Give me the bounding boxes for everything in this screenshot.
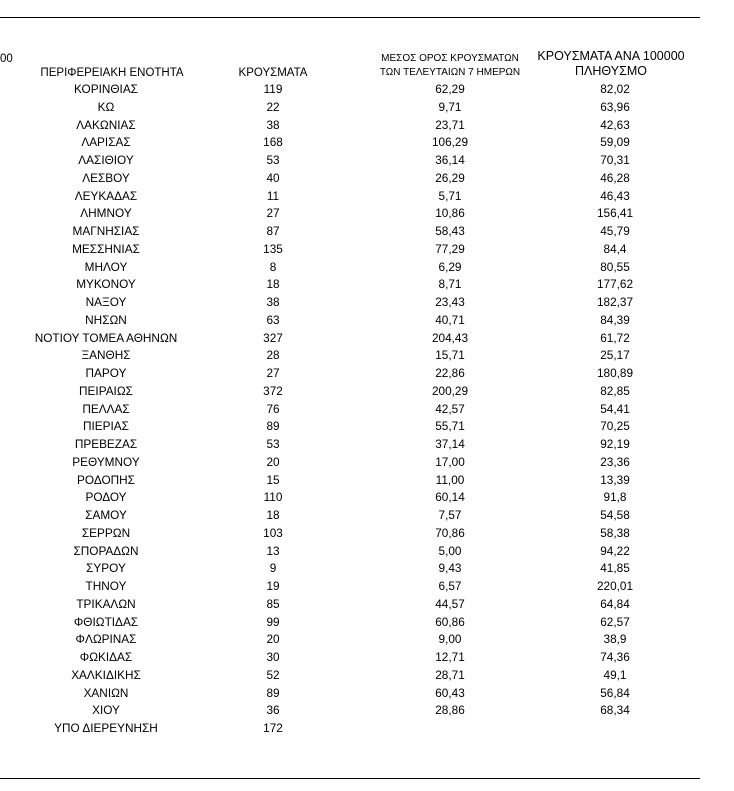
table-row [0, 418, 734, 436]
per100k-cell: 42,63 [600, 117, 630, 132]
region-cell: ΚΩ [97, 99, 115, 114]
region-cell: ΝΑΞΟΥ [85, 295, 127, 309]
avg7-cell: 36,14 [435, 153, 465, 167]
per100k-cell: 54,58 [600, 508, 630, 522]
per100k-cell: 82,85 [600, 383, 630, 398]
per100k-cell: 46,28 [600, 170, 630, 185]
per100k-cell: 156,41 [596, 206, 634, 221]
avg7-cell: 58,43 [435, 224, 465, 238]
table-row [0, 347, 734, 365]
per100k-cell: 25,17 [600, 348, 630, 363]
table-row [0, 365, 734, 383]
per100k-cell: 220,01 [596, 579, 634, 593]
region-cell: ΜΑΓΝΗΣΙΑΣ [72, 224, 140, 238]
avg7-cell: 9,00 [438, 632, 462, 647]
cases-cell: 20 [266, 632, 280, 647]
per100k-cell: 177,62 [596, 277, 634, 292]
avg7-cell: 12,71 [435, 650, 465, 664]
cases-cell: 89 [266, 419, 280, 434]
per100k-cell: 46,43 [600, 188, 630, 203]
cases-cell: 119 [263, 82, 283, 96]
table-row [0, 454, 734, 472]
table-row [0, 614, 734, 632]
per100k-cell: 74,36 [600, 650, 630, 664]
region-cell: ΛΑΚΩΝΙΑΣ [76, 117, 136, 132]
region-cell: ΣΠΟΡΑΔΩΝ [73, 543, 139, 558]
region-cell: ΛΑΣΙΘΙΟΥ [78, 153, 134, 167]
region-cell: ΧΑΝΙΩΝ [83, 685, 129, 700]
avg7-cell: 10,86 [435, 206, 465, 221]
cases-cell: 18 [266, 277, 280, 292]
avg7-cell: 77,29 [435, 241, 465, 256]
region-cell: ΦΘΙΩΤΙΔΑΣ [73, 614, 139, 629]
cases-cell: 38 [266, 295, 280, 309]
avg7-cell: 60,43 [435, 685, 465, 700]
region-cell: ΠΙΕΡΙΑΣ [83, 419, 129, 434]
header-per100k-line1: ΚΡΟΥΣΜΑΤΑ ΑΝΑ 100000 [537, 49, 685, 63]
cases-cell: 87 [266, 224, 280, 238]
per100k-cell: 38,9 [603, 632, 627, 647]
per100k-cell: 80,55 [600, 259, 630, 274]
avg7-cell: 60,86 [435, 614, 465, 629]
avg7-cell: 44,57 [435, 596, 465, 611]
avg7-cell: 37,14 [435, 437, 465, 451]
per100k-cell: 63,96 [600, 99, 630, 114]
per100k-cell: 84,4 [603, 241, 627, 256]
region-cell: ΦΛΩΡΙΝΑΣ [75, 632, 137, 647]
table-row [0, 276, 734, 294]
avg7-cell: 106,29 [431, 135, 469, 150]
region-cell: ΧΙΟΥ [92, 703, 120, 718]
avg7-cell: 11,00 [435, 472, 465, 487]
region-cell: ΡΟΔΟΠΗΣ [77, 472, 135, 487]
avg7-cell: 5,00 [438, 543, 462, 558]
table-row [0, 152, 734, 170]
region-cell: ΚΟΡΙΝΘΙΑΣ [74, 82, 138, 96]
cases-cell: 327 [263, 330, 283, 345]
table-row [0, 578, 734, 596]
header-per100k [520, 49, 702, 79]
region-cell: ΛΕΣΒΟΥ [82, 170, 130, 185]
cases-cell: 76 [266, 401, 280, 416]
region-cell: ΦΩΚΙΔΑΣ [79, 650, 133, 664]
per100k-cell: 13,39 [600, 472, 630, 487]
region-cell: ΤΡΙΚΑΛΩΝ [76, 596, 136, 611]
avg7-cell: 62,29 [435, 82, 465, 96]
avg7-cell: 23,71 [435, 117, 465, 132]
table-row [0, 99, 734, 117]
region-cell: ΠΕΛΛΑΣ [82, 401, 130, 416]
avg7-cell: 55,71 [435, 419, 465, 434]
header-region: ΠΕΡΙΦΕΡΕΙΑΚΗ ΕΝΟΤΗΤΑ [40, 67, 184, 79]
region-cell: ΜΗΛΟΥ [84, 259, 128, 274]
table-row [0, 241, 734, 259]
table-row [0, 543, 734, 561]
table-row [0, 436, 734, 454]
region-cell: ΠΕΙΡΑΙΩΣ [79, 383, 133, 398]
table-row [0, 489, 734, 507]
avg7-cell: 22,86 [435, 366, 465, 380]
per100k-cell: 180,89 [596, 366, 634, 380]
cases-cell: 99 [266, 614, 280, 629]
table-row [0, 631, 734, 649]
per100k-cell: 91,8 [603, 490, 627, 505]
avg7-cell: 60,14 [435, 490, 465, 505]
table-row [0, 685, 734, 703]
cases-cell: 52 [266, 667, 280, 682]
avg7-cell: 15,71 [435, 348, 465, 363]
cases-cell: 19 [266, 579, 280, 593]
cases-cell: 27 [266, 206, 280, 221]
table-row [0, 525, 734, 543]
region-cell: ΠΑΡΟΥ [85, 366, 127, 380]
per100k-cell: 56,84 [600, 685, 630, 700]
table-row [0, 702, 734, 720]
per100k-cell: 54,41 [600, 401, 630, 416]
header-avg7 [360, 52, 540, 80]
cases-cell: 40 [266, 170, 280, 185]
per100k-cell: 68,34 [600, 703, 630, 718]
avg7-cell: 6,57 [438, 579, 462, 593]
cases-cell: 18 [266, 508, 280, 522]
region-cell: ΛΗΜΝΟΥ [80, 206, 132, 221]
header-avg7-line2: ΤΩΝ ΤΕΛΕΥΤΑΙΩΝ 7 ΗΜΕΡΩΝ [379, 67, 521, 78]
table-row [0, 330, 734, 348]
avg7-cell: 8,71 [438, 277, 462, 292]
region-cell: ΧΑΛΚΙΔΙΚΗΣ [71, 667, 141, 682]
avg7-cell: 42,57 [435, 401, 465, 416]
per100k-cell: 84,39 [600, 312, 630, 327]
cases-cell: 53 [266, 153, 280, 167]
table-row [0, 596, 734, 614]
cases-cell: 30 [266, 650, 280, 664]
avg7-cell: 70,86 [435, 525, 465, 540]
per100k-cell: 62,57 [600, 614, 630, 629]
avg7-cell: 26,29 [435, 170, 465, 185]
region-cell: ΜΥΚΟΝΟΥ [76, 277, 136, 292]
region-cell: ΛΑΡΙΣΑΣ [81, 135, 131, 150]
table-row [0, 223, 734, 241]
cases-cell: 372 [263, 383, 283, 398]
top-rule [0, 17, 700, 18]
table-row [0, 134, 734, 152]
table-row [0, 507, 734, 525]
avg7-cell: 200,29 [431, 383, 469, 398]
cases-cell: 89 [266, 685, 280, 700]
cases-cell: 110 [263, 490, 283, 505]
region-cell: ΝΗΣΩΝ [85, 312, 127, 327]
cases-cell: 53 [266, 437, 280, 451]
cases-cell: 36 [266, 703, 280, 718]
table-row [0, 312, 734, 330]
per100k-cell: 49,1 [603, 667, 627, 682]
per100k-cell: 64,84 [600, 596, 630, 611]
cases-cell: 13 [266, 543, 280, 558]
cases-cell: 8 [269, 259, 277, 274]
region-cell: ΛΕΥΚΑΔΑΣ [74, 188, 138, 203]
avg7-cell: 17,00 [435, 454, 465, 469]
region-cell: ΣΥΡΟΥ [86, 561, 126, 576]
avg7-cell: 6,29 [438, 259, 462, 274]
region-cell: ΝΟΤΙΟΥ ΤΟΜΕΑ ΑΘΗΝΩΝ [34, 330, 178, 345]
region-cell: ΣΑΜΟΥ [85, 508, 127, 522]
region-cell: ΠΡΕΒΕΖΑΣ [74, 437, 138, 451]
cases-cell: 172 [263, 721, 283, 735]
avg7-cell: 9,43 [438, 561, 462, 576]
region-cell: ΞΑΝΘΗΣ [81, 348, 131, 363]
table-row [0, 720, 734, 738]
table-row [0, 649, 734, 667]
per100k-cell: 59,09 [600, 135, 630, 150]
table-body [0, 81, 734, 738]
avg7-cell: 40,71 [435, 312, 465, 327]
region-cell: ΥΠΟ ΔΙΕΡΕΥΝΗΣΗ [54, 721, 158, 735]
per100k-cell: 41,85 [600, 561, 630, 576]
per100k-cell: 182,37 [596, 295, 634, 309]
per100k-cell: 61,72 [600, 330, 630, 345]
table-row [0, 205, 734, 223]
table-row [0, 294, 734, 312]
cases-cell: 38 [266, 117, 280, 132]
cases-cell: 20 [266, 454, 280, 469]
per100k-cell: 23,36 [600, 454, 630, 469]
per100k-cell: 70,25 [600, 419, 630, 434]
region-cell: ΡΟΔΟΥ [85, 490, 127, 505]
avg7-cell: 204,43 [431, 330, 469, 345]
header-per100k-line2: ΠΛΗΘΥΣΜΟ [575, 64, 647, 78]
cases-cell: 9 [269, 561, 277, 576]
header-cases: ΚΡΟΥΣΜΑΤΑ [238, 67, 308, 79]
avg7-cell: 9,71 [438, 99, 462, 114]
per100k-cell: 70,31 [600, 153, 630, 167]
cases-cell: 168 [263, 135, 283, 150]
table-row [0, 170, 734, 188]
avg7-cell: 5,71 [438, 188, 462, 203]
table-row [0, 401, 734, 419]
avg7-cell: 28,71 [435, 667, 465, 682]
region-cell: ΣΕΡΡΩΝ [81, 525, 131, 540]
avg7-cell: 7,57 [438, 508, 462, 522]
region-cell: ΤΗΝΟΥ [85, 579, 127, 593]
per100k-cell: 94,22 [600, 543, 630, 558]
cases-cell: 27 [266, 366, 280, 380]
header-avg7-line1: ΜΕΣΟΣ ΟΡΟΣ ΚΡΟΥΣΜΑΤΩΝ [381, 53, 519, 64]
cases-cell: 135 [263, 241, 283, 256]
cases-cell: 63 [266, 312, 280, 327]
table-row [0, 188, 734, 206]
table-row [0, 667, 734, 685]
cases-cell: 103 [263, 525, 283, 540]
avg7-cell: 23,43 [435, 295, 465, 309]
cases-cell: 85 [266, 596, 280, 611]
cases-cell: 11 [266, 188, 280, 203]
table-row [0, 383, 734, 401]
table-row [0, 472, 734, 490]
region-cell: ΜΕΣΣΗΝΙΑΣ [72, 241, 140, 256]
bottom-rule [0, 778, 700, 779]
table-row [0, 81, 734, 99]
per100k-cell: 58,38 [600, 525, 630, 540]
cases-cell: 15 [266, 472, 280, 487]
per100k-cell: 45,79 [600, 224, 630, 238]
cases-cell: 28 [266, 348, 280, 363]
table-row [0, 259, 734, 277]
region-cell: ΡΕΘΥΜΝΟΥ [72, 454, 140, 469]
table-row [0, 117, 734, 135]
header-edge-fragment: 00 [0, 53, 13, 65]
per100k-cell: 82,02 [600, 82, 630, 96]
avg7-cell: 28,86 [435, 703, 465, 718]
table-row [0, 560, 734, 578]
per100k-cell: 92,19 [600, 437, 630, 451]
cases-cell: 22 [266, 99, 280, 114]
